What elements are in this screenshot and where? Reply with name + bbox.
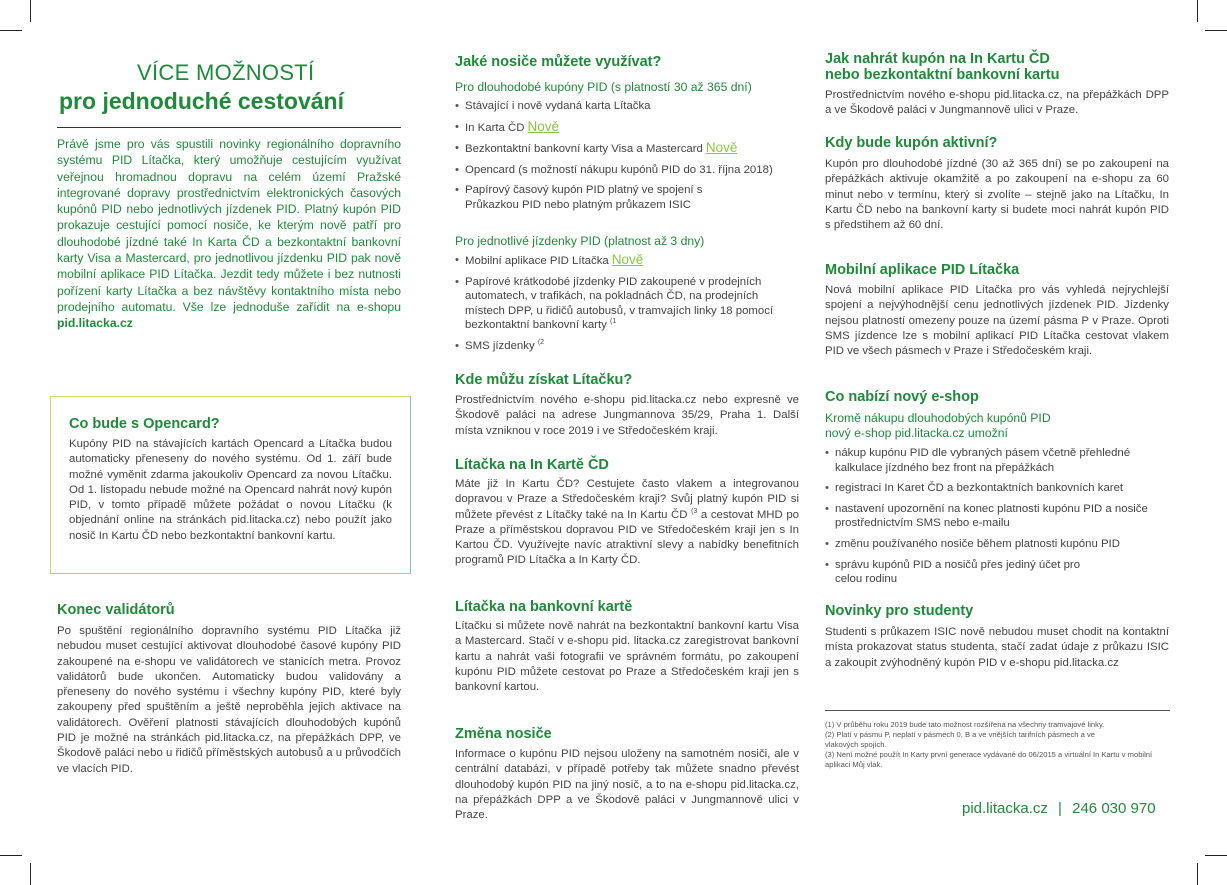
contact-web[interactable]: pid.litacka.cz — [962, 800, 1048, 817]
list-item: • SMS jízdenky $^{(2}$ — [455, 339, 805, 354]
list-item: • nastavení upozornění na konec platnosti kupónu PID a nosiče prostřednictvím SMS nebo e-mailu — [825, 502, 1155, 531]
footnote-3: (3) Není možné použít In Karty první generace vydávané do 06/2015 a virtuální In Kartu v mobilní aplikaci Můj vlak. — [825, 750, 1153, 769]
bank-card-heading: Lítačka na bankovní kartě — [455, 599, 633, 615]
list-item: • Papírový časový kupón PID platný ve spojení s Průkazkou PID nebo platným průkazem ISIC — [455, 183, 755, 212]
eshop-link[interactable]: pid.litacka.cz — [57, 316, 133, 331]
eshop-heading: Co nabízí nový e-shop — [825, 389, 979, 405]
upload-text: Prostřednictvím nového e-shopu pid.litacka.cz, na přepážkách DPP a ve Škodově paláci v Jungmannově ulici v Praze. — [825, 89, 1169, 117]
in-card-text: Máte již In Kartu ČD? Cestujete často vlakem a integrovanou dopravou v Praze a Středočeském kraji? Svůj platný kupón PID si můžete převést z Lítačky také na In Kartu ČD $^{(3}$ a cestovat MHD po Praze a příměstskou dopravou PID ve Středočeském kraji jen s In Kartou ČD. Využívejte navíc atraktivní slevy a nabídky benefitních programů PID Lítačka a In Karty ČD. — [455, 478, 800, 567]
bank-card-text: Lítačku si můžete nově nahrát na bezkontaktní bankovní kartu Visa a Mastercard. Stačí v e-shopu pid. litacka.cz zaregistrovat bankovní kartu a nahrát vaši fotografii ve správném formátu, po zakoupení kupónu PID můžete cestovat po Praze a Středočeském kraji jen s bankovní kartou. — [455, 620, 799, 694]
new-badge: Nově — [527, 118, 560, 134]
intro-text — [57, 136, 401, 332]
list-item: • registraci In Karet ČD a bezkontaktních bankovních karet — [825, 481, 1170, 496]
new-badge: Nově — [705, 140, 738, 156]
list-item: • Stávající i nově vydaná karta Lítačka — [455, 99, 805, 114]
validators-text: Po spuštění regionálního dopravního systému PID Lítačka již nebudou muset cestující aktivovat dlouhodobé časové kupóny PID zakoupené na e-shopu ve validátorech ve stanicích metra. Provoz validátorů bude ukončen. Automaticky budou validovány a přeneseny do nového systému i všechny kupóny PID, které byly zakoupeny před spuštěním a ještě neproběhla jejich aktivace na validátorech. Ověření platnosti stávajících dlouhodobých kupónů PID je možné na stránkách pid.litacka.cz, na přepážkách DPP, ve Škodově paláci nebo u řidičů příměstských autobusů a u průvodčích ve vlacích PID. — [57, 625, 401, 775]
active-heading: Kdy bude kupón aktivní? — [825, 135, 998, 151]
students-text: Studenti s průkazem ISIC nově nebudou muset chodit na kontaktní místa prokazovat status studenta, stačí zadat údaje z průkazu ISIC a zakoupit zvýhodněný kupón PID v e-shopu pid.litacka.cz — [825, 626, 1169, 669]
crop-mark — [30, 863, 31, 885]
carriers-single-list — [455, 253, 805, 360]
eshop-sub-2: nový e-shop pid.litacka.cz umožní — [825, 426, 1008, 440]
carriers-long-list — [455, 99, 805, 219]
change-heading: Změna nosiče — [455, 726, 552, 742]
crop-mark — [0, 30, 22, 31]
mobile-heading: Mobilní aplikace PID Lítačka — [825, 262, 1020, 278]
crop-mark — [0, 855, 22, 856]
new-badge: Nově — [611, 252, 644, 267]
title-line-2: pro jednoduché cestování — [59, 88, 344, 114]
upload-heading-1: Jak nahrát kupón na In Kartu ČD — [825, 51, 1050, 67]
get-card-heading: Kde můžu získat Lítačku? — [455, 372, 633, 388]
intro-body: Právě jsme pro vás spustili novinky regionálního dopravního systému PID Lítačka, který umožňuje cestujícím využívat veřejnou hromadnou dopravu na celém území Pražské integrované dopravy prostřednictvím elektronických časových kupónů PID nebo jednotlivých jízdenek PID. Platný kupón PID prokazuje cestující pomocí nosiče, ke kterým nově patří pro dlouhodobé jízdné také In Karta ČD a bezkontaktní bankovní karty Visa a Mastercard, pro jednotlivou jízdenku PID pak nově mobilní aplikace PID Lítačka. Jezdit tedy můžete i bez nutnosti pořízení karty Lítačka a bez návštěvy kontaktního místa nebo prodejního automatu. Vše lze jednoduše zařídit na e-shopu — [57, 137, 401, 314]
in-card-heading: Lítačka na In Kartě ČD — [455, 457, 609, 473]
contact-phone[interactable]: 246 030 970 — [1072, 800, 1156, 817]
eshop-list — [825, 446, 1170, 593]
crop-mark — [1205, 30, 1227, 31]
carriers-heading: Jaké nosiče můžete využívat? — [455, 54, 662, 70]
active-text: Kupón pro dlouhodobé jízdné (30 až 365 dní) se po zakoupení na přepážkách aktivuje okamžitě a po zakoupení na e-shopu za 60 minut nebo v termínu, který si zvolíte – stejně jako na Lítačku, In Kartu ČD nebo na bankovní karty si budete moci nahrát kupón PID s předstihem až 60 dní. — [825, 158, 1169, 232]
contact-line — [962, 800, 1156, 817]
list-item: • In Karta ČD Nově — [455, 120, 805, 136]
mobile-text: Nová mobilní aplikace PID Lítačka pro vás vyhledá nejrychlejší spojení a nejvýhodnější cenu jednotlivých jízdenek PID. Jízdenky nejsou platností omezeny pouze na území pásma P v Praze. Oproti SMS jízdence lze s mobilní aplikací PID Lítačka cestovat vlakem PID ve všech pásmech v Praze i Středočeském kraji. — [825, 284, 1169, 358]
list-item: • správu kupónů PID a nosičů přes jediný účet pro celou rodinu — [825, 558, 1095, 587]
crop-mark — [1205, 855, 1227, 856]
validators-heading: Konec validátorů — [57, 602, 175, 618]
eshop-sub-1: Kromě nákupu dlouhodobých kupónů PID — [825, 411, 1051, 425]
students-heading: Novinky pro studenty — [825, 603, 974, 619]
title-rule — [57, 127, 401, 128]
list-item: • nákup kupónu PID dle vybraných pásem včetně přehledné kalkulace jízdného bez front na přepážkách — [825, 446, 1170, 475]
list-item: • Papírové krátkodobé jízdenky PID zakoupené v prodejních automatech, v trafikách, na pokladnách ČD, na prodejních místech DPP, u řidičů autobusů, v tramvajích linky 18 pomocí bezkontaktní bankovní karty $^{(1}$ — [455, 275, 795, 333]
footnote-1: (1) V průběhu roku 2019 bude tato možnost rozšířena na všechny tramvajové linky. — [825, 720, 1105, 729]
list-item: • Bezkontaktní bankovní karty Visa a Mastercard Nově — [455, 141, 805, 157]
carriers-single-sub: Pro jednotlivé jízdenky PID (platnost až 3 dny) — [455, 234, 705, 248]
upload-heading-2: nebo bezkontaktní bankovní kartu — [825, 67, 1060, 83]
list-item: • změnu používaného nosiče během platnosti kupónu PID — [825, 537, 1170, 552]
opencard-heading: Co bude s Opencard? — [69, 416, 220, 432]
title-line-1: VÍCE MOŽNOSTÍ — [137, 60, 315, 85]
crop-mark — [1197, 863, 1198, 885]
contact-separator: | — [1058, 800, 1062, 817]
opencard-text: Kupóny PID na stávajících kartách Opencard a Lítačka budou automaticky přeneseny do nového systému. Od 1. září bude možné vyměnit zdarma jakoukoliv Opencard za novou Lítačku. Od 1. listopadu nebude možné na Opencard nahrát nový kupón PID, v tomto případě můžete požádat o novou Lítačku (k objednání online na stránkách pid.litacka.cz) nebo použít jako nosič In Kartu ČD nebo bezkontaktní bankovní kartu. — [69, 438, 392, 542]
get-card-text: Prostřednictvím nového e-shopu pid.litacka.cz nebo expresně ve Škodově paláci na adrese Jungmannova 35/29, Praha 1. Další místa vzniknou v roce 2019 i ve Středočeském kraji. — [455, 394, 799, 437]
crop-mark — [1197, 0, 1198, 22]
list-item: • Opencard (s možností nákupu kupónů PID do 31. října 2018) — [455, 163, 805, 178]
footnote-2: (2) Platí v pásmu P, neplatí v pásmech 0, B a ve vnějších tarifních pásmech a ve vlakových spojích. — [825, 730, 1095, 749]
carriers-long-sub: Pro dlouhodobé kupóny PID (s platností 30 až 365 dní) — [455, 80, 752, 94]
list-item: • Mobilní aplikace PID Lítačka Nově — [455, 253, 805, 269]
footnote-rule — [825, 710, 1170, 711]
change-text: Informace o kupónu PID nejsou uloženy na samotném nosiči, ale v centrální databázi, v případě potřeby tak můžete snadno převést dlouhodobý kupón PID na jiný nosič, a to na e-shopu pid.litacka.cz, na přepážkách DPP a ve Škodově paláci v Jungmannově ulici v Praze. — [455, 748, 799, 822]
crop-mark — [30, 0, 31, 22]
